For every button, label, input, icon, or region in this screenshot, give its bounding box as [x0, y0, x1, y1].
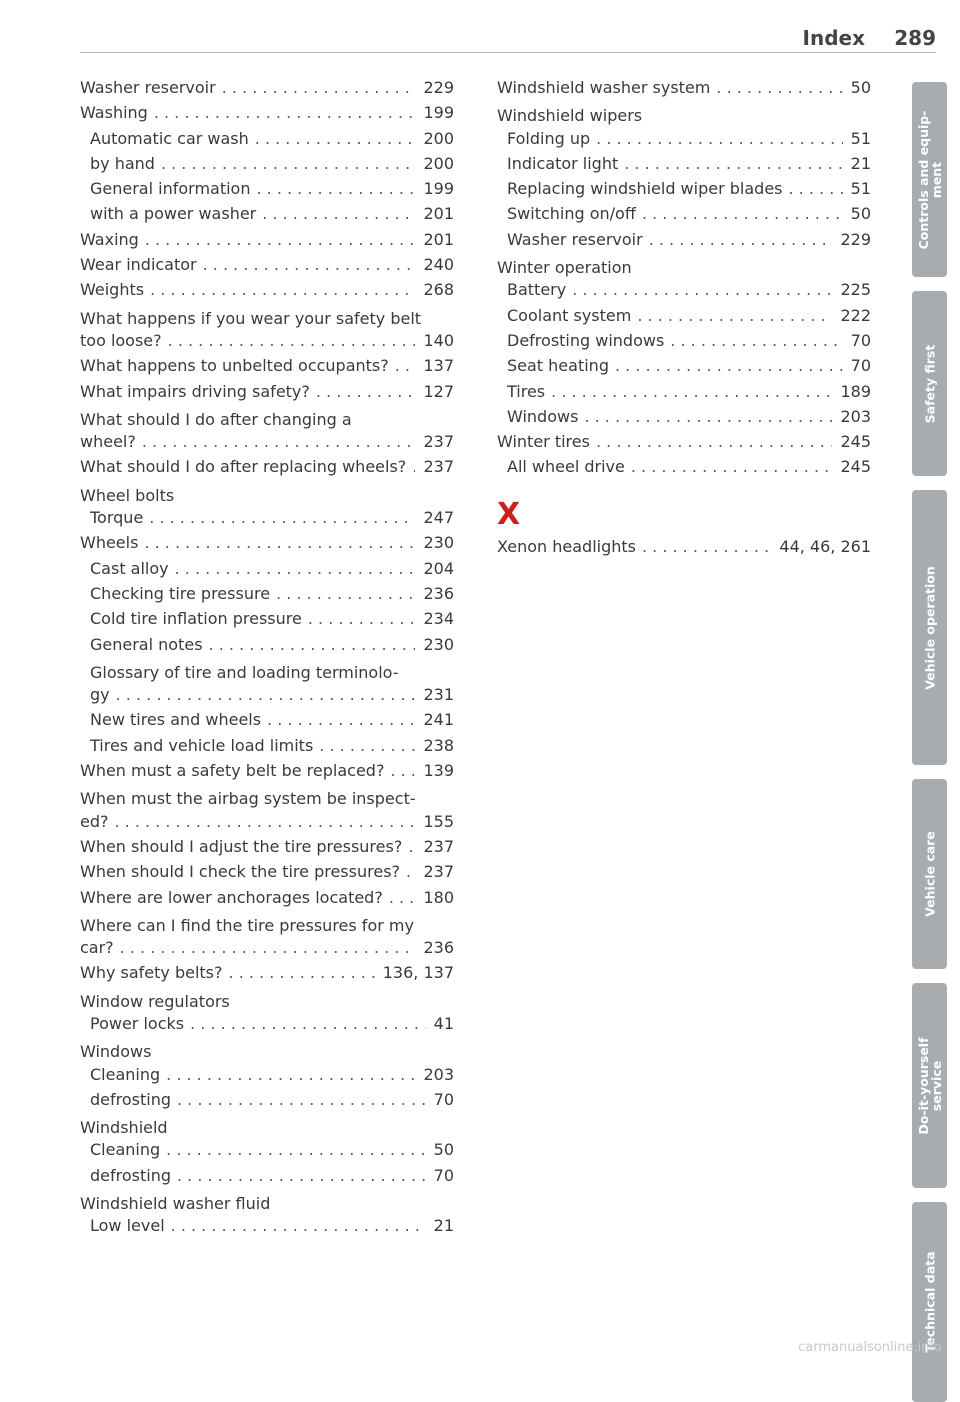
page-ref[interactable]: 229 — [840, 229, 871, 249]
page-header — [80, 24, 936, 53]
entry-label: car? — [80, 938, 114, 958]
entry-label: Folding up — [507, 128, 591, 148]
dot-leader — [395, 356, 416, 375]
index-entry[interactable] — [80, 1216, 454, 1241]
dot-leader — [166, 1140, 425, 1159]
entry-label: Cleaning — [90, 1140, 161, 1160]
page-ref[interactable]: 268 — [423, 280, 454, 300]
chapter-tab[interactable] — [912, 291, 947, 476]
index-entry[interactable] — [497, 331, 871, 356]
dot-leader — [389, 888, 416, 907]
entry-label: defrosting — [90, 1165, 171, 1185]
page-ref[interactable]: 50 — [433, 1140, 454, 1160]
index-entry[interactable] — [497, 457, 871, 482]
dot-leader — [412, 457, 415, 476]
entry-label: wheel? — [80, 432, 136, 452]
page-ref[interactable]: 241 — [423, 710, 454, 730]
page-ref[interactable]: 127 — [423, 381, 454, 401]
entry-label: Windows — [507, 406, 579, 426]
entry-label: Torque — [90, 508, 144, 528]
entry-label: gy — [90, 685, 110, 705]
entry-label: Windshield washer system — [497, 78, 711, 97]
index-entry[interactable] — [497, 179, 871, 204]
dot-leader — [716, 78, 842, 97]
index-entry[interactable] — [497, 154, 871, 179]
page-ref[interactable]: 231 — [423, 685, 454, 705]
entry-label: Defrosting windows — [507, 330, 665, 350]
dot-leader — [649, 230, 833, 249]
dot-leader — [177, 1166, 426, 1185]
dot-leader — [203, 255, 416, 274]
entry-label: with a power washer — [90, 204, 257, 224]
page-ref[interactable]: 50 — [850, 78, 871, 97]
entry-label: Coolant system — [507, 305, 632, 325]
page-ref[interactable]: 201 — [423, 204, 454, 224]
index-entry[interactable] — [80, 584, 454, 609]
dot-leader — [149, 508, 415, 527]
index-heading-text: Windows — [80, 1042, 152, 1062]
index-entry[interactable] — [80, 812, 454, 837]
index-entry[interactable] — [80, 609, 454, 634]
index-entry[interactable] — [497, 306, 871, 331]
dot-leader — [642, 204, 843, 223]
page-ref[interactable]: 70 — [850, 356, 871, 376]
page-ref[interactable]: 70 — [433, 1089, 454, 1109]
index-entry[interactable] — [80, 432, 454, 457]
section-letter: X — [497, 496, 521, 532]
dot-leader — [789, 179, 843, 198]
dot-leader — [177, 1090, 426, 1109]
index-heading-text: When must the airbag system be inspect- — [80, 789, 416, 809]
entry-label: Cleaning — [90, 1064, 161, 1084]
index-entry[interactable] — [80, 508, 454, 533]
index-entry[interactable] — [80, 837, 454, 862]
index-entry[interactable] — [80, 255, 454, 280]
page-ref[interactable]: 41 — [433, 1013, 454, 1033]
dot-leader — [615, 356, 843, 375]
page-ref[interactable]: 199 — [423, 103, 454, 123]
entry-label: too loose? — [80, 330, 162, 350]
index-heading: Index — [802, 26, 865, 50]
page-ref[interactable]: 236 — [423, 583, 454, 603]
entry-label: Wheels — [80, 533, 139, 553]
page-ref[interactable]: 222 — [840, 305, 871, 325]
index-entry[interactable] — [80, 559, 454, 584]
page-ref[interactable]: 203 — [840, 406, 871, 426]
dot-leader — [624, 154, 842, 173]
dot-leader — [642, 537, 771, 556]
chapter-tab[interactable] — [912, 490, 947, 765]
entry-label: When must a safety belt be replaced? — [80, 761, 385, 781]
entry-label: Checking tire pressure — [90, 583, 271, 603]
page-number: 289 — [894, 26, 936, 50]
dot-leader — [222, 78, 416, 97]
dot-leader — [142, 432, 416, 451]
page-ref[interactable]: 237 — [423, 836, 454, 856]
chapter-tab[interactable] — [912, 983, 947, 1188]
index-entry[interactable] — [80, 230, 454, 255]
page-ref[interactable]: 50 — [850, 204, 871, 224]
index-heading-text: Where can I find the tire pressures for my — [80, 915, 414, 935]
dot-leader — [161, 154, 416, 173]
chapter-tab-label: Do-it-yourself service — [915, 1036, 944, 1135]
dot-leader — [670, 331, 842, 350]
dot-leader — [154, 103, 416, 122]
chapter-tab[interactable] — [912, 82, 947, 277]
dot-leader — [408, 837, 415, 856]
dot-leader — [584, 407, 832, 426]
page-ref[interactable]: 236 — [423, 938, 454, 958]
page-ref[interactable]: 204 — [423, 558, 454, 578]
entry-label: Switching on/off — [507, 204, 636, 224]
entry-label: Battery — [507, 280, 567, 300]
index-entry[interactable] — [497, 78, 871, 103]
index-entry[interactable] — [80, 457, 454, 482]
index-entry[interactable] — [80, 888, 454, 913]
chapter-tab-label: Technical data — [922, 1251, 937, 1353]
page-ref[interactable]: 70 — [850, 330, 871, 350]
page-ref[interactable]: 51 — [850, 128, 871, 148]
page-ref[interactable]: 137 — [423, 356, 454, 376]
index-entry[interactable] — [80, 1065, 454, 1090]
entry-label: Power locks — [90, 1013, 185, 1033]
dot-leader — [168, 331, 416, 350]
index-entry[interactable] — [497, 204, 871, 229]
entry-label: defrosting — [90, 1089, 171, 1109]
dot-leader — [256, 179, 415, 198]
page-ref[interactable]: 189 — [840, 381, 871, 401]
dot-leader — [406, 862, 415, 881]
dot-leader — [115, 812, 416, 831]
page-ref[interactable]: 44, 46, 261 — [779, 536, 871, 556]
dot-leader — [166, 1065, 415, 1084]
dot-leader — [308, 609, 416, 628]
index-entry[interactable] — [80, 1140, 454, 1165]
page-ref[interactable]: 136, 137 — [382, 963, 454, 983]
chapter-tab-label: Controls and equip- ment — [915, 110, 944, 249]
page-ref[interactable]: 180 — [423, 887, 454, 907]
watermark: carmanualsonline.info — [798, 1340, 942, 1355]
dot-leader — [171, 1216, 426, 1235]
index-entry[interactable] — [80, 204, 454, 229]
entry-label: Winter tires — [497, 432, 590, 452]
index-entry[interactable] — [80, 129, 454, 154]
dot-leader — [175, 559, 416, 578]
entry-label: Weights — [80, 280, 145, 300]
entry-label: When should I adjust the tire pressures? — [80, 836, 403, 856]
entry-label: Tires and vehicle load limits — [90, 735, 314, 755]
entry-label: Automatic car wash — [90, 128, 249, 148]
entry-label: Low level — [90, 1216, 165, 1236]
index-entry[interactable] — [80, 1166, 454, 1191]
dot-leader — [390, 761, 415, 780]
index-entry[interactable] — [80, 356, 454, 381]
page-ref[interactable]: 21 — [850, 153, 871, 173]
entry-label: Indicator light — [507, 153, 619, 173]
index-entry[interactable] — [80, 938, 454, 963]
index-entry[interactable] — [80, 533, 454, 558]
page-ref[interactable]: 234 — [423, 609, 454, 629]
entry-label: What should I do after replacing wheels? — [80, 457, 407, 477]
index-heading-text: Wheel bolts — [80, 485, 175, 505]
chapter-tab-label: Safety first — [922, 344, 937, 423]
index-entry[interactable] — [497, 537, 871, 562]
index-entry[interactable] — [497, 230, 871, 255]
chapter-tab-label: Vehicle care — [922, 831, 937, 917]
index-heading-text: Windshield wipers — [497, 106, 643, 126]
entry-label: What impairs driving safety? — [80, 381, 310, 401]
index-entry[interactable] — [80, 331, 454, 356]
dot-leader — [229, 963, 375, 982]
index-entry[interactable] — [80, 154, 454, 179]
page-ref[interactable]: 21 — [433, 1216, 454, 1236]
entry-label: Cold tire inflation pressure — [90, 609, 302, 629]
entry-label: Washing — [80, 103, 148, 123]
entry-label: All wheel drive — [507, 457, 625, 477]
dot-leader — [267, 710, 415, 729]
index-column-right — [497, 78, 871, 562]
index-heading-text: What happens if you wear your safety belt — [80, 308, 422, 328]
page-ref[interactable]: 225 — [840, 280, 871, 300]
page-ref[interactable]: 237 — [423, 862, 454, 882]
page-ref[interactable]: 238 — [423, 735, 454, 755]
chapter-tab[interactable] — [912, 1202, 947, 1402]
entry-label: Why safety belts? — [80, 963, 223, 983]
page-ref[interactable]: 51 — [850, 179, 871, 199]
index-entry[interactable] — [497, 382, 871, 407]
index-heading-text: What should I do after changing a — [80, 409, 352, 429]
index-entry[interactable] — [80, 78, 454, 103]
entry-label: Replacing windshield wiper blades — [507, 179, 783, 199]
index-entry[interactable] — [80, 736, 454, 761]
entry-label: Xenon headlights — [497, 536, 636, 556]
index-entry[interactable] — [497, 129, 871, 154]
index-entry[interactable] — [80, 382, 454, 407]
index-heading-text: Windshield washer fluid — [80, 1194, 271, 1214]
page-ref[interactable]: 230 — [423, 533, 454, 553]
index-entry[interactable] — [80, 862, 454, 887]
page-ref[interactable]: 140 — [423, 330, 454, 350]
dot-leader — [596, 432, 832, 451]
index-entry[interactable] — [80, 1090, 454, 1115]
page-ref[interactable]: 200 — [423, 128, 454, 148]
index-entry[interactable] — [80, 179, 454, 204]
page-ref[interactable]: 203 — [423, 1064, 454, 1084]
index-entry[interactable] — [80, 761, 454, 786]
index-heading-text: Window regulators — [80, 991, 230, 1011]
index-entry[interactable] — [80, 635, 454, 660]
index-heading-text: Winter operation — [497, 258, 632, 278]
page-ref[interactable]: 247 — [423, 508, 454, 528]
page-ref[interactable]: 237 — [423, 432, 454, 452]
page-ref[interactable]: 237 — [423, 457, 454, 477]
index-entry[interactable] — [497, 356, 871, 381]
dot-leader — [145, 230, 416, 249]
index-entry[interactable] — [80, 710, 454, 735]
entry-label: Seat heating — [507, 356, 609, 376]
page-ref[interactable]: 70 — [433, 1165, 454, 1185]
page-ref[interactable]: 199 — [423, 179, 454, 199]
dot-leader — [551, 382, 832, 401]
page-ref[interactable]: 240 — [423, 255, 454, 275]
dot-leader — [637, 306, 832, 325]
index-entry[interactable] — [80, 280, 454, 305]
chapter-tab-label: Vehicle operation — [922, 565, 937, 690]
page-ref[interactable]: 245 — [840, 457, 871, 477]
dot-leader — [209, 635, 416, 654]
dot-leader — [319, 736, 415, 755]
dot-leader — [150, 280, 415, 299]
dot-leader — [631, 457, 833, 476]
dot-leader — [596, 129, 842, 148]
page-ref[interactable]: 201 — [423, 229, 454, 249]
page-ref[interactable]: 155 — [423, 811, 454, 831]
entry-label: by hand — [90, 153, 155, 173]
index-entry[interactable] — [80, 685, 454, 710]
dot-leader — [262, 204, 415, 223]
dot-leader — [316, 382, 416, 401]
page-ref[interactable]: 200 — [423, 153, 454, 173]
entry-label: General notes — [90, 634, 203, 654]
chapter-tab[interactable] — [912, 779, 947, 969]
entry-label: Tires — [507, 381, 546, 401]
page-ref[interactable]: 245 — [840, 432, 871, 452]
index-heading-text: Windshield — [80, 1118, 168, 1138]
index-entry[interactable] — [80, 103, 454, 128]
entry-label: Washer reservoir — [80, 78, 216, 97]
entry-label: What happens to unbelted occupants? — [80, 356, 389, 376]
dot-leader — [572, 280, 832, 299]
dot-leader — [276, 584, 415, 603]
index-entry[interactable] — [80, 1014, 454, 1039]
index-entry[interactable] — [497, 432, 871, 457]
dot-leader — [120, 938, 416, 957]
index-entry[interactable] — [497, 280, 871, 305]
page-ref[interactable]: 229 — [423, 78, 454, 97]
entry-label: Where are lower anchorages located? — [80, 887, 383, 907]
dot-leader — [144, 533, 415, 552]
entry-label: General information — [90, 179, 251, 199]
page-ref[interactable]: 139 — [423, 761, 454, 781]
dot-leader — [190, 1014, 426, 1033]
entry-label: New tires and wheels — [90, 710, 262, 730]
dot-leader — [255, 129, 416, 148]
entry-label: Cast alloy — [90, 558, 169, 578]
page-ref[interactable]: 230 — [423, 634, 454, 654]
entry-label: Waxing — [80, 229, 139, 249]
index-entry[interactable] — [497, 407, 871, 432]
entry-label: When should I check the tire pressures? — [80, 862, 401, 882]
index-column-left — [80, 78, 454, 1242]
index-heading-text: Glossary of tire and loading terminolo- — [90, 662, 399, 682]
entry-label: Washer reservoir — [507, 229, 643, 249]
dot-leader — [116, 685, 416, 704]
entry-label: ed? — [80, 811, 109, 831]
entry-label: Wear indicator — [80, 255, 197, 275]
index-entry[interactable] — [80, 963, 454, 988]
